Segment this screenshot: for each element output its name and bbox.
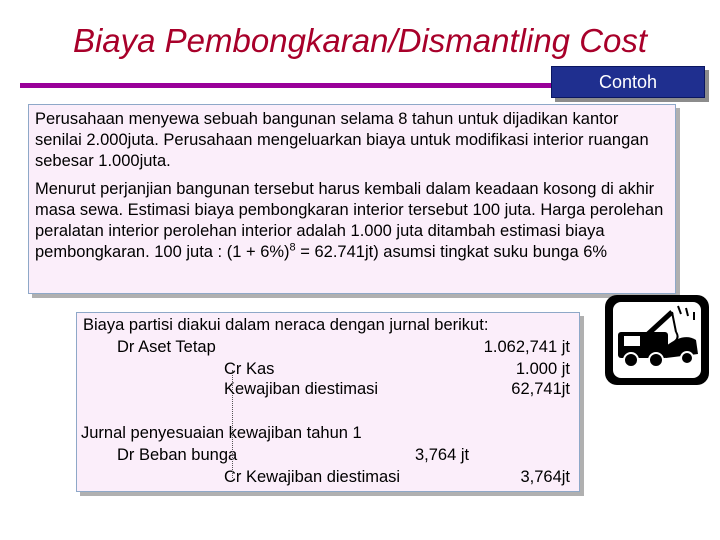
- entry1-credit-account-1: Cr Kas: [224, 360, 275, 378]
- case-paragraph-1: Perusahaan menyewa sebuah bangunan selama 8 tahun untuk dijadikan kantor senilai 2.000juta. Perusahaan mengeluarkan biaya untuk modifikasi interior ruangan sebesar 1.000juta.: [35, 110, 649, 170]
- tow-truck-icon: [604, 294, 710, 386]
- entry2-credit-account: Cr Kewajiban diestimasi: [224, 468, 401, 486]
- page-title: Biaya Pembongkaran/Dismantling Cost: [72, 22, 648, 59]
- entry1-credit-amount-2: 62,741jt: [511, 380, 570, 398]
- journal-heading-2: Jurnal penyesuaian kewajiban tahun 1: [81, 424, 362, 442]
- journal-heading-1: Biaya partisi diakui dalam neraca dengan jurnal berikut:: [83, 316, 489, 334]
- journal-entries-box: [76, 312, 580, 492]
- exponent: 8: [289, 241, 296, 254]
- example-badge: Contoh: [551, 66, 705, 98]
- entry1-credit-account-2: Kewajiban diestimasi: [224, 380, 379, 398]
- entry2-credit-amount: 3,764jt: [520, 468, 570, 486]
- case-paragraph-2: [35, 179, 669, 263]
- entry1-credit-amount-1: 1.000 jt: [515, 360, 570, 378]
- dotted-guide-line: [232, 370, 233, 478]
- entry2-debit-amount: 3,764 jt: [415, 446, 470, 464]
- case-paragraph-2-text-end: = 62.741jt) asumsi tingkat suku bunga 6%: [295, 243, 608, 261]
- entry1-debit-account: Dr Aset Tetap: [117, 338, 216, 356]
- case-description-box: [28, 104, 676, 294]
- entry2-debit-account: Dr Beban bunga: [117, 446, 238, 464]
- entry1-debit-amount: 1.062,741 jt: [483, 338, 570, 356]
- case-paragraph-2-text: Menurut perjanjian bangunan tersebut harus kembali dalam keadaan kosong di akhir masa sewa. Estimasi biaya pembongkaran interior tersebut 100 juta. Harga perolehan peralatan interior perolehan interior adalah 1.000 juta ditambah estimasi biaya pembongkaran. 100 juta : (1 + 6%): [35, 180, 664, 261]
